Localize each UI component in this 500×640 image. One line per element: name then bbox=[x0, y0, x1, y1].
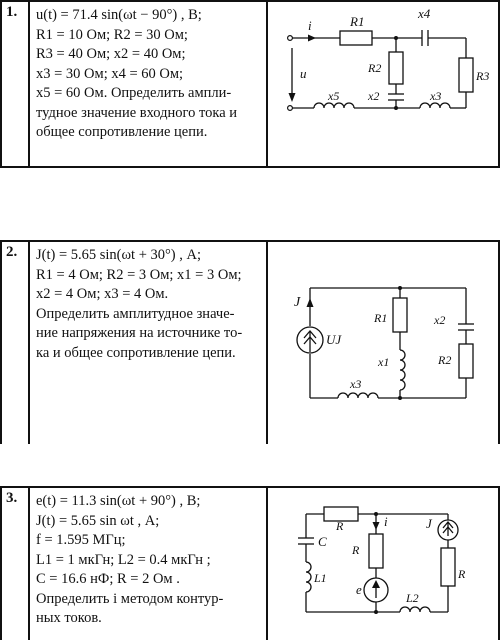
text-line: ных токов. bbox=[36, 610, 102, 626]
label-r1: R1 bbox=[350, 14, 365, 29]
circuit-diagram-3 bbox=[270, 486, 496, 640]
label-x2: x2 bbox=[434, 313, 446, 327]
label-r-top: R bbox=[336, 519, 344, 533]
label-i: i bbox=[308, 18, 312, 33]
problem-number: 3. bbox=[6, 490, 18, 506]
text-line: x3 = 30 Ом; x4 = 60 Ом; bbox=[36, 65, 184, 82]
inductor-x3 bbox=[420, 103, 450, 108]
label-r-mid: R bbox=[352, 543, 360, 557]
problem-number: 1. bbox=[6, 4, 18, 20]
circuit-diagram-1 bbox=[270, 0, 496, 166]
text-diagram-divider bbox=[266, 486, 268, 640]
text-line: J(t) = 5.65 sin ωt , А; bbox=[36, 512, 160, 529]
label-j: J bbox=[426, 516, 432, 531]
text-line: R1 = 10 Ом; R2 = 30 Ом; bbox=[36, 26, 188, 43]
label-j: J bbox=[294, 295, 301, 310]
text-diagram-divider bbox=[266, 240, 268, 444]
resistor-r1 bbox=[340, 31, 372, 45]
label-l1: L1 bbox=[314, 571, 327, 585]
resistor-r1 bbox=[393, 298, 407, 332]
row-left-border bbox=[0, 0, 2, 168]
problem-2 bbox=[0, 240, 500, 444]
resistor-r-right bbox=[441, 548, 455, 586]
text-line: ние напряжения на источнике то- bbox=[36, 325, 243, 341]
label-i: i bbox=[384, 514, 388, 529]
problem-text bbox=[36, 492, 266, 629]
circuit-diagram-2 bbox=[270, 240, 496, 440]
resistor-r-mid bbox=[369, 534, 383, 568]
label-l2: L2 bbox=[406, 591, 419, 605]
label-x2: x2 bbox=[368, 89, 380, 103]
label-u: u bbox=[300, 66, 307, 81]
text-line: R3 = 40 Ом; x2 = 40 Ом; bbox=[36, 46, 186, 62]
resistor-r3 bbox=[459, 58, 473, 92]
label-uj: UJ bbox=[326, 332, 342, 347]
label-r2: R2 bbox=[368, 61, 382, 75]
problem-3 bbox=[0, 486, 500, 640]
inductor-l2 bbox=[400, 607, 430, 612]
text-line: e(t) = 11.3 sin(ωt + 90°) , В; bbox=[36, 493, 201, 509]
label-e: e bbox=[356, 582, 362, 597]
inductor-x5 bbox=[314, 103, 354, 108]
problem-text bbox=[36, 246, 266, 363]
label-r3: R3 bbox=[476, 69, 490, 83]
problem-number: 2. bbox=[6, 244, 18, 260]
number-column-divider bbox=[28, 486, 30, 640]
text-line: u(t) = 71.4 sin(ωt − 90°) , В; bbox=[36, 7, 202, 23]
label-x3: x3 bbox=[350, 377, 362, 391]
text-line: L1 = 1 мкГн; L2 = 0.4 мкГн ; bbox=[36, 551, 211, 568]
inductor-x3 bbox=[338, 393, 378, 398]
row-left-border bbox=[0, 486, 2, 640]
text-line: тудное значение входного тока и bbox=[36, 104, 238, 121]
text-line: ка и общее сопротивление цепи. bbox=[36, 344, 236, 361]
text-line: общее сопротивление цепи. bbox=[36, 124, 208, 140]
inductor-l1 bbox=[306, 562, 311, 592]
text-line: J(t) = 5.65 sin(ωt + 30°) , А; bbox=[36, 247, 202, 263]
resistor-r2 bbox=[389, 52, 403, 84]
number-column-divider bbox=[28, 0, 30, 168]
label-r-right: R bbox=[458, 567, 466, 581]
text-line: R1 = 4 Ом; R2 = 3 Ом; x1 = 3 Ом; bbox=[36, 266, 242, 283]
label-x1: x1 bbox=[378, 355, 390, 369]
text-line: f = 1.595 МГц; bbox=[36, 532, 126, 548]
label-x3: x3 bbox=[430, 89, 442, 103]
inductor-x1 bbox=[400, 350, 405, 390]
text-diagram-divider bbox=[266, 0, 268, 168]
problem-1 bbox=[0, 0, 500, 168]
problem-text bbox=[36, 6, 266, 143]
row-left-border bbox=[0, 240, 2, 444]
label-c: C bbox=[318, 534, 327, 549]
text-line: Определить амплитудное значе- bbox=[36, 305, 235, 322]
text-line: x5 = 60 Ом. Определить ампли- bbox=[36, 85, 232, 101]
text-line: C = 16.6 нФ; R = 2 Ом . bbox=[36, 571, 180, 587]
text-line: Определить i методом контур- bbox=[36, 590, 224, 607]
text-line: x2 = 4 Ом; x3 = 4 Ом. bbox=[36, 286, 169, 302]
row-bottom-border bbox=[0, 166, 500, 168]
label-x4: x4 bbox=[418, 6, 431, 21]
number-column-divider bbox=[28, 240, 30, 444]
label-r1: R1 bbox=[374, 311, 388, 325]
label-x5: x5 bbox=[328, 89, 340, 103]
label-r2: R2 bbox=[438, 353, 452, 367]
resistor-r2 bbox=[459, 344, 473, 378]
